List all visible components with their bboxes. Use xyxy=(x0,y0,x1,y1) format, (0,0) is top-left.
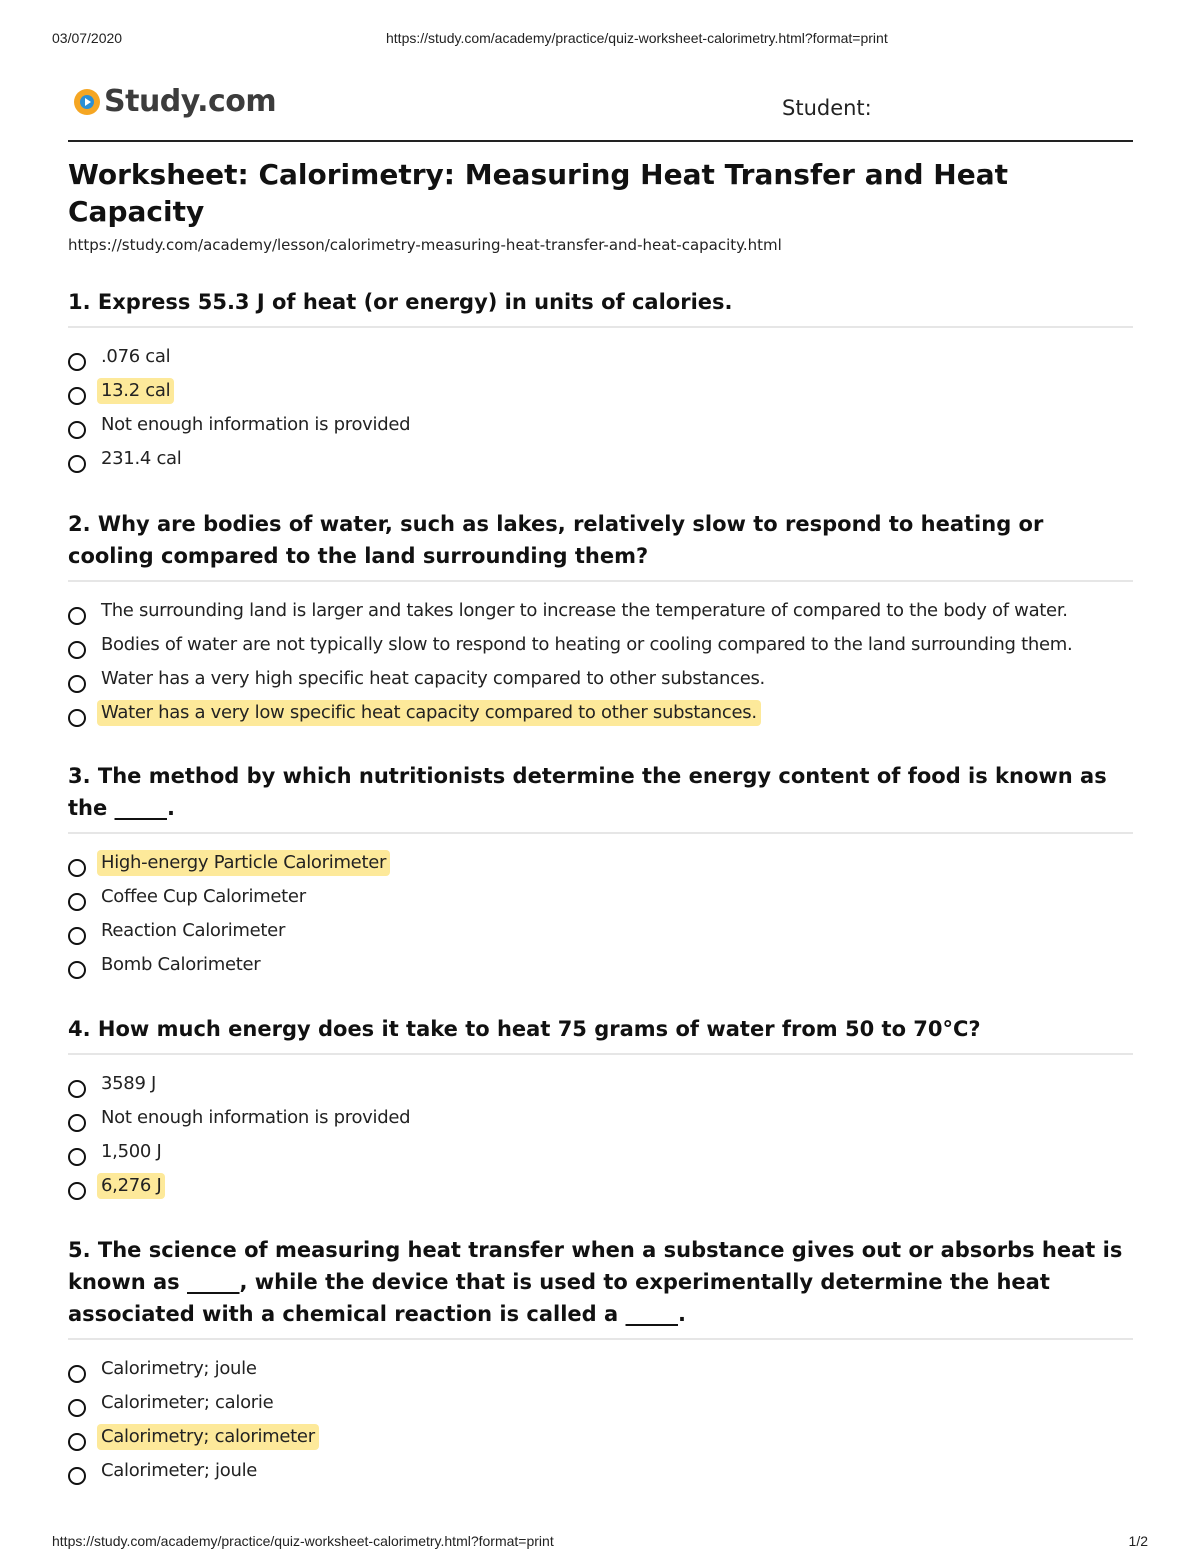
print-footer xyxy=(52,1533,1148,1553)
option-label: Calorimeter; joule xyxy=(101,1460,258,1481)
footer-url: https://study.com/academy/practice/quiz-worksheet-calorimetry.html?format=print xyxy=(52,1533,554,1549)
answer-option[interactable] xyxy=(68,1071,1133,1105)
answer-option[interactable] xyxy=(68,412,1133,446)
radio-circle-icon[interactable] xyxy=(68,1080,86,1098)
option-label: Calorimeter; calorie xyxy=(101,1392,274,1413)
question-text: 3. The method by which nutritionists determine the energy content of food is known as the _____. xyxy=(68,760,1133,834)
logo-text: Study.com xyxy=(104,84,277,119)
print-url: https://study.com/academy/practice/quiz-worksheet-calorimetry.html?format=print xyxy=(386,30,888,46)
option-label: Water has a very high specific heat capacity compared to other substances. xyxy=(101,668,765,689)
radio-circle-icon[interactable] xyxy=(68,1182,86,1200)
radio-circle-icon[interactable] xyxy=(68,675,86,693)
answer-option[interactable] xyxy=(68,1356,1133,1390)
question-3 xyxy=(68,760,1133,986)
option-label: 1,500 J xyxy=(101,1141,162,1162)
radio-circle-icon[interactable] xyxy=(68,421,86,439)
option-label: Bomb Calorimeter xyxy=(101,954,261,975)
worksheet-title: Worksheet: Calorimetry: Measuring Heat Transfer and Heat Capacity xyxy=(68,158,1009,228)
option-label: 3589 J xyxy=(101,1073,157,1094)
option-label: .076 cal xyxy=(101,346,171,367)
option-list xyxy=(68,598,1133,734)
student-label: Student: xyxy=(782,96,872,120)
answer-option[interactable] xyxy=(68,344,1133,378)
radio-circle-icon[interactable] xyxy=(68,641,86,659)
radio-circle-icon[interactable] xyxy=(68,1467,86,1485)
question-1 xyxy=(68,286,1133,480)
question-2 xyxy=(68,508,1133,734)
answer-option[interactable] xyxy=(68,632,1133,666)
option-label: Coffee Cup Calorimeter xyxy=(101,886,306,907)
answer-option[interactable] xyxy=(68,1173,1133,1207)
question-4 xyxy=(68,1013,1133,1207)
study-logo[interactable] xyxy=(74,84,276,119)
option-label: The surrounding land is larger and takes longer to increase the temperature of compared to the body of water. xyxy=(101,600,1068,621)
option-label-highlighted: Calorimetry; calorimeter xyxy=(97,1424,319,1450)
radio-circle-icon[interactable] xyxy=(68,1148,86,1166)
answer-option[interactable] xyxy=(68,918,1133,952)
option-label-highlighted: 6,276 J xyxy=(97,1173,165,1199)
radio-circle-icon[interactable] xyxy=(68,607,86,625)
option-list xyxy=(68,1356,1133,1492)
answer-option[interactable] xyxy=(68,1458,1133,1492)
answer-option[interactable] xyxy=(68,884,1133,918)
radio-circle-icon[interactable] xyxy=(68,1433,86,1451)
answer-option[interactable] xyxy=(68,1139,1133,1173)
page-number: 1/2 xyxy=(1128,1533,1148,1549)
answer-option[interactable] xyxy=(68,598,1133,632)
answer-option[interactable] xyxy=(68,446,1133,480)
answer-option[interactable] xyxy=(68,378,1133,412)
radio-circle-icon[interactable] xyxy=(68,709,86,727)
option-label: Calorimetry; joule xyxy=(101,1358,257,1379)
question-text: 2. Why are bodies of water, such as lakes, relatively slow to respond to heating or cooling compared to the land surrounding them? xyxy=(68,508,1133,582)
answer-option[interactable] xyxy=(68,952,1133,986)
radio-circle-icon[interactable] xyxy=(68,927,86,945)
option-label: Bodies of water are not typically slow to respond to heating or cooling compared to the land surrounding them. xyxy=(101,634,1073,655)
option-list xyxy=(68,850,1133,986)
play-circle-icon xyxy=(74,89,100,115)
option-label: Not enough information is provided xyxy=(101,414,411,435)
print-date: 03/07/2020 xyxy=(52,30,123,46)
option-label: Reaction Calorimeter xyxy=(101,920,286,941)
question-text: 1. Express 55.3 J of heat (or energy) in units of calories. xyxy=(68,286,1133,328)
lesson-url[interactable]: https://study.com/academy/lesson/calorimetry-measuring-heat-transfer-and-heat-capacity.html xyxy=(68,236,782,254)
radio-circle-icon[interactable] xyxy=(68,961,86,979)
print-header xyxy=(52,30,1148,50)
answer-option[interactable] xyxy=(68,700,1133,734)
brand-header xyxy=(68,84,1133,142)
option-label-highlighted: 13.2 cal xyxy=(97,378,174,404)
radio-circle-icon[interactable] xyxy=(68,387,86,405)
option-label-highlighted: Water has a very low specific heat capacity compared to other substances. xyxy=(97,700,761,726)
option-list xyxy=(68,1071,1133,1207)
answer-option[interactable] xyxy=(68,1105,1133,1139)
option-label: 231.4 cal xyxy=(101,448,182,469)
option-label-highlighted: High-energy Particle Calorimeter xyxy=(97,850,390,876)
radio-circle-icon[interactable] xyxy=(68,353,86,371)
question-text: 5. The science of measuring heat transfer when a substance gives out or absorbs heat is known as _____, while the device that is used to experimentally determine the heat associated with a chemical reaction is called a _____. xyxy=(68,1234,1133,1340)
answer-option[interactable] xyxy=(68,1390,1133,1424)
answer-option[interactable] xyxy=(68,1424,1133,1458)
option-list xyxy=(68,344,1133,480)
radio-circle-icon[interactable] xyxy=(68,859,86,877)
answer-option[interactable] xyxy=(68,850,1133,884)
answer-option[interactable] xyxy=(68,666,1133,700)
radio-circle-icon[interactable] xyxy=(68,1399,86,1417)
radio-circle-icon[interactable] xyxy=(68,1114,86,1132)
question-5 xyxy=(68,1234,1133,1492)
question-text: 4. How much energy does it take to heat 75 grams of water from 50 to 70°C? xyxy=(68,1013,1133,1055)
radio-circle-icon[interactable] xyxy=(68,455,86,473)
radio-circle-icon[interactable] xyxy=(68,893,86,911)
radio-circle-icon[interactable] xyxy=(68,1365,86,1383)
option-label: Not enough information is provided xyxy=(101,1107,411,1128)
